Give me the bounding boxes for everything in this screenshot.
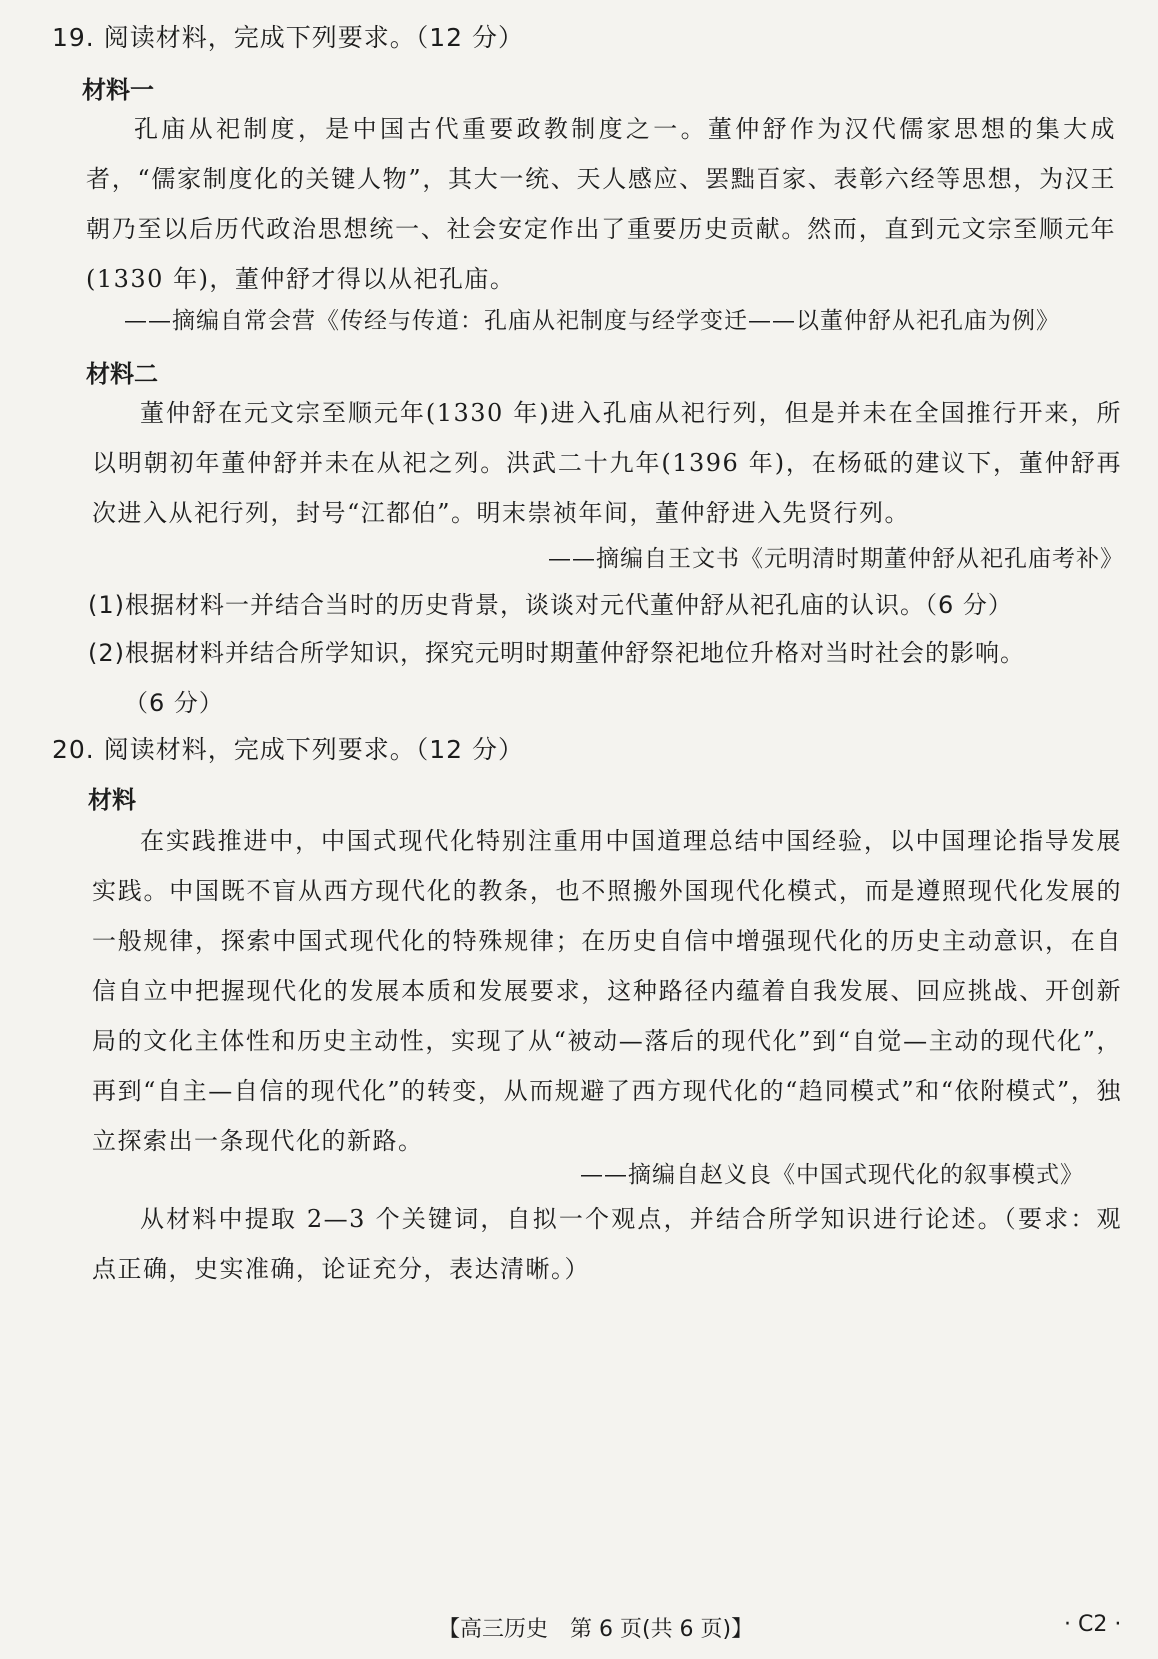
material-1-title: 材料一: [82, 76, 154, 104]
material-2-source: ——摘编自王文书《元明清时期董仲舒从祀孔庙考补》: [548, 546, 1124, 572]
material-2-text: 董仲舒在元文宗至顺元年(1330 年)进入孔庙从祀行列，但是并未在全国推行开来，所以明朝初年董仲舒并未在从祀之列。洪武二十九年(1396 年)，在杨砥的建议下，董仲舒再次进入从祀行列，封号“江都伯”。明末崇祯年间，董仲舒进入先贤行列。: [92, 399, 1122, 527]
material-1-text: 孔庙从祀制度，是中国古代重要政教制度之一。董仲舒作为汉代儒家思想的集大成者，“儒家制度化的关键人物”，其大一统、天人感应、罢黜百家、表彰六经等思想，为汉王朝乃至以后历代政治思想统一、社会安定作出了重要历史贡献。然而，直到元文宗至顺元年(1330 年)，董仲舒才得以从祀孔庙。: [86, 115, 1116, 293]
question-19-part-2: [88, 628, 1128, 728]
question-19-part-1: (1)根据材料一并结合当时的历史背景，谈谈对元代董仲舒从祀孔庙的认识。（6 分）: [88, 591, 1013, 619]
question-19-heading: 19. 阅读材料，完成下列要求。（12 分）: [52, 23, 524, 52]
question-19-part-2-text: (2)根据材料并结合所学知识，探究元明时期董仲舒祭祀地位升格对当时社会的影响。: [88, 639, 1025, 667]
material-title: 材料: [88, 786, 136, 814]
question-20-heading: 20. 阅读材料，完成下列要求。（12 分）: [52, 735, 524, 764]
paper-code: · C2 ·: [1064, 1612, 1122, 1637]
material-2-title: 材料二: [86, 360, 158, 388]
question-19-part-2-points: （6 分）: [124, 689, 224, 717]
question-20-task: 从材料中提取 2—3 个关键词，自拟一个观点，并结合所学知识进行论述。（要求：观点正确，史实准确，论证充分，表达清晰。）: [92, 1205, 1122, 1283]
material-source: ——摘编自赵义良《中国式现代化的叙事模式》: [580, 1162, 1084, 1188]
material-1-source: ——摘编自常会营《传经与传道：孔庙从祀制度与经学变迁——以董仲舒从祀孔庙为例》: [124, 308, 1060, 334]
page-footer: 【高三历史 第 6 页(共 6 页)】: [438, 1617, 754, 1642]
material-text: 在实践推进中，中国式现代化特别注重用中国道理总结中国经验，以中国理论指导发展实践。中国既不盲从西方现代化的教条，也不照搬外国现代化模式，而是遵照现代化发展的一般规律，探索中国式现代化的特殊规律；在历史自信中增强现代化的历史主动意识，在自信自立中把握现代化的发展本质和发展要求，这种路径内蕴着自我发展、回应挑战、开创新局的文化主体性和历史主动性，实现了从“被动—落后的现代化”到“自觉—主动的现代化”，再到“自主—自信的现代化”的转变，从而规避了西方现代化的“趋同模式”和“依附模式”，独立探索出一条现代化的新路。: [92, 827, 1122, 1155]
